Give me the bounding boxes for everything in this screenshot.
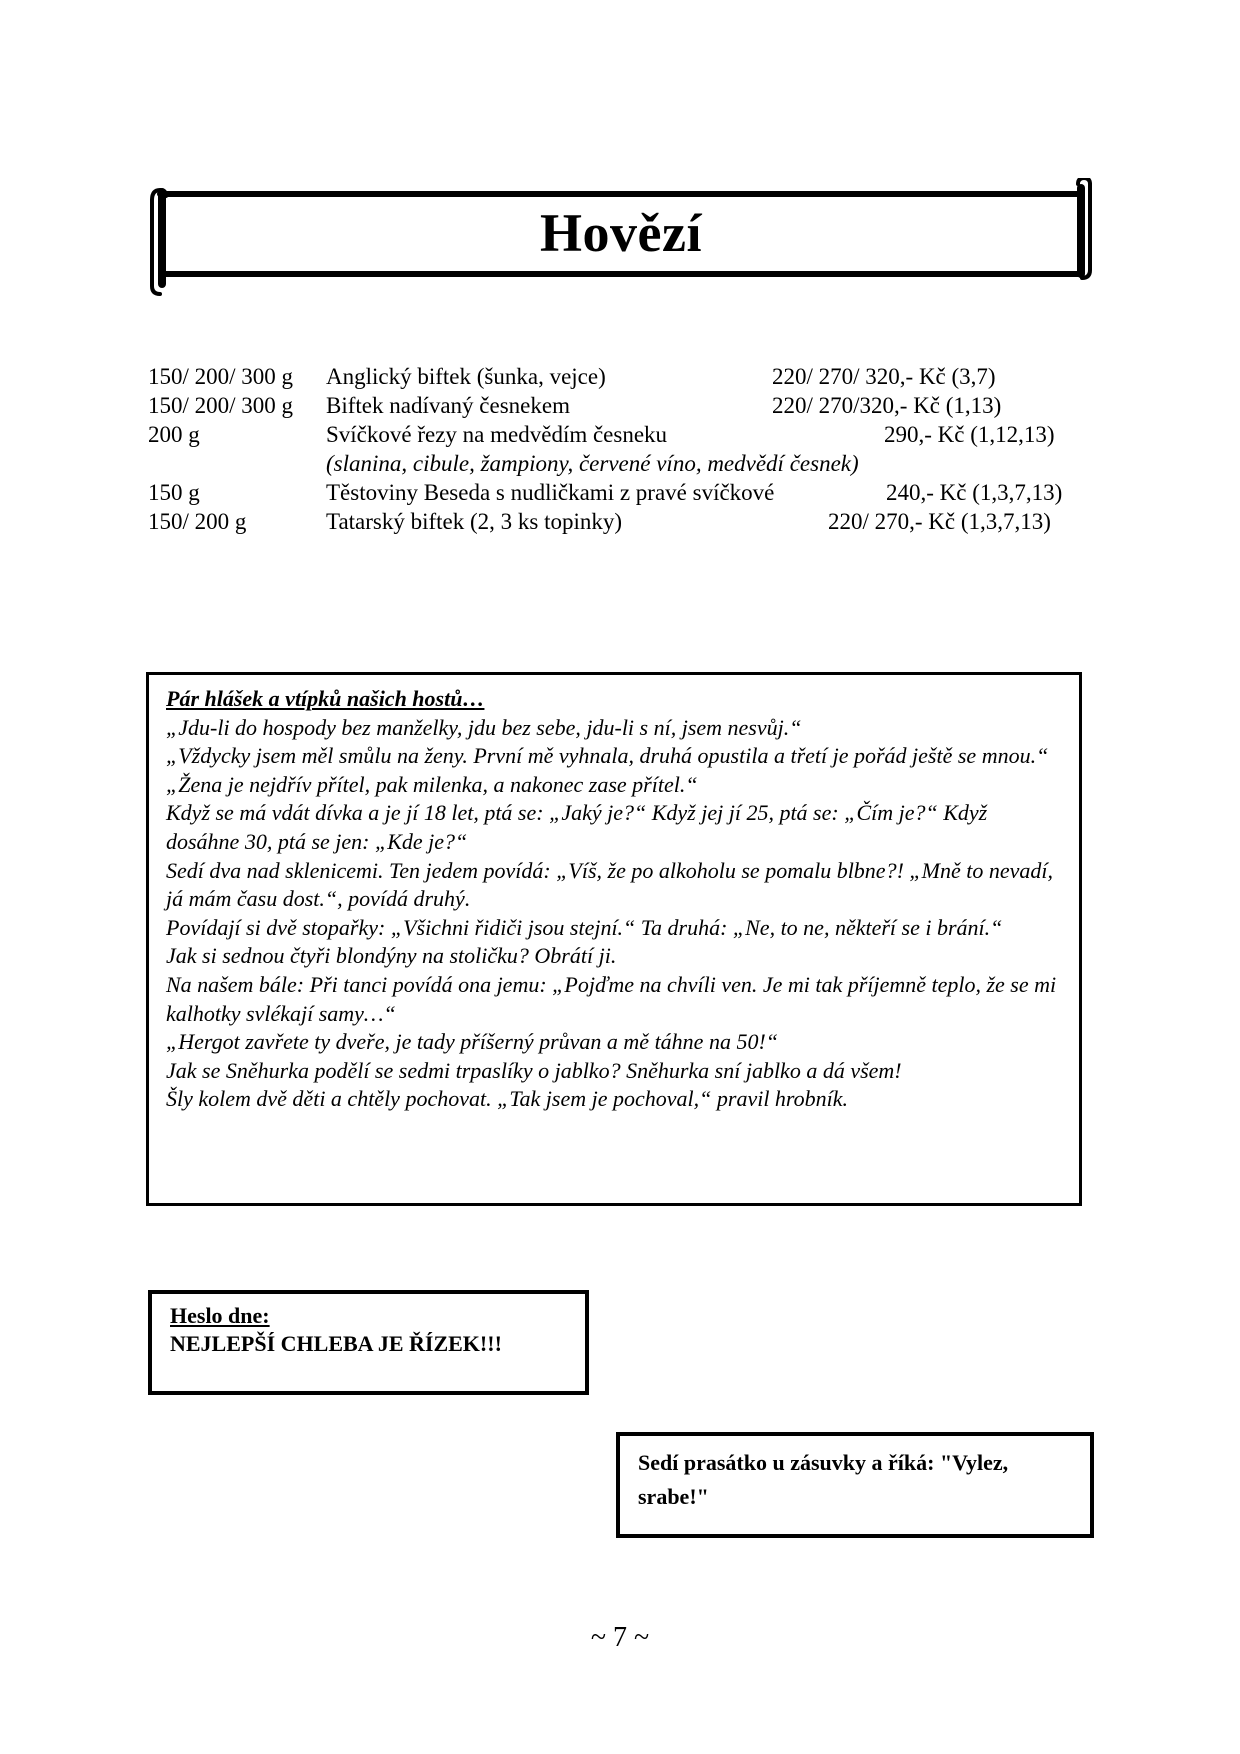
menu-item	[148, 362, 1108, 391]
page-number: ~ 7 ~	[590, 1622, 650, 1653]
menu-item-name: Těstoviny Beseda s nudličkami z pravé svíčkové	[326, 480, 775, 505]
menu-item-price: 290,- Kč (1,12,13)	[884, 422, 1055, 447]
pig-joke-box	[616, 1432, 1094, 1538]
menu-item-name: Biftek nadívaný česnekem	[326, 393, 570, 418]
menu-item-weight: 150/ 200/ 300 g	[148, 393, 294, 418]
menu-item-note: (slanina, cibule, žampiony, červené víno, medvědí česnek)	[326, 451, 859, 476]
section-banner	[146, 178, 1096, 318]
joke-line: Sedí dva nad sklenicemi. Ten jedem povídá: „Víš, že po alkoholu se pomalu blbne?! „Mně to nevadí, já mám času dost.“, povídá druhý.	[166, 857, 1053, 912]
pig-joke-text: Sedí prasátko u zásuvky a říká: "Vylez, srabe!"	[638, 1450, 1009, 1509]
menu-item	[148, 420, 1108, 449]
menu-item-price: 220/ 270,- Kč (1,3,7,13)	[828, 509, 1051, 534]
menu-item-weight: 150/ 200 g	[148, 509, 247, 534]
joke-line: „Žena je nejdřív přítel, pak milenka, a nakonec zase přítel.“	[166, 771, 698, 797]
menu-item-weight: 200 g	[148, 422, 200, 447]
motto-heading: Heslo dne:	[170, 1303, 270, 1328]
joke-line: Jak se Sněhurka podělí se sedmi trpaslíky o jablko? Sněhurka sní jablko a dá všem!	[166, 1057, 902, 1083]
joke-line: „Vždycky jsem měl smůlu na ženy. První mě vyhnala, druhá opustila a třetí je pořád ještě se mnou.“	[166, 743, 1049, 769]
page-title: Hovězí	[540, 203, 702, 263]
menu-item	[148, 478, 1108, 507]
jokes-box	[146, 672, 1082, 1206]
joke-line: Na našem bále: Při tanci povídá ona jemu: „Pojďme na chvíli ven. Je mi tak příjemně teplo, že se mi kalhotky svlékají samy…“	[166, 971, 1057, 1026]
menu-list	[148, 362, 1108, 536]
menu-item-name: Anglický biftek (šunka, vejce)	[326, 364, 606, 389]
jokes-title: Pár hlášek a vtípků našich hostů…	[166, 686, 485, 711]
menu-item-weight: 150 g	[148, 480, 200, 505]
menu-item-name: Svíčkové řezy na medvědím česneku	[326, 422, 668, 447]
menu-item-note-row	[148, 449, 1108, 478]
menu-item-price: 220/ 270/320,- Kč (1,13)	[772, 393, 1002, 418]
motto-box	[148, 1290, 589, 1395]
joke-line: Šly kolem dvě děti a chtěly pochovat. „Tak jsem je pochoval,“ pravil hrobník.	[166, 1086, 849, 1112]
menu-item	[148, 391, 1108, 420]
joke-line: Povídají si dvě stopařky: „Všichni řidiči jsou stejní.“ Ta druhá: „Ne, to ne, někteří se i brání.“	[166, 914, 1003, 940]
menu-item-price: 220/ 270/ 320,- Kč (3,7)	[772, 364, 996, 389]
menu-item-name: Tatarský biftek (2, 3 ks topinky)	[326, 509, 623, 534]
joke-line: Jak si sednou čtyři blondýny na stoličku? Obrátí ji.	[166, 943, 617, 969]
menu-item-weight: 150/ 200/ 300 g	[148, 364, 294, 389]
motto-text: NEJLEPŠÍ CHLEBA JE ŘÍZEK!!!	[170, 1331, 502, 1356]
joke-line: „Hergot zavřete ty dveře, je tady příšerný průvan a mě táhne na 50!“	[166, 1029, 779, 1055]
menu-item-price: 240,- Kč (1,3,7,13)	[886, 480, 1063, 505]
joke-line: Když se má vdát dívka a je jí 18 let, ptá se: „Jaký je?“ Když jej jí 25, ptá se: „Čím je?“ Když dosáhne 30, ptá se jen: „Kde je?“	[166, 800, 988, 854]
joke-line: „Jdu-li do hospody bez manželky, jdu bez sebe, jdu-li s ní, jsem nesvůj.“	[166, 714, 802, 740]
menu-item	[148, 507, 1108, 536]
